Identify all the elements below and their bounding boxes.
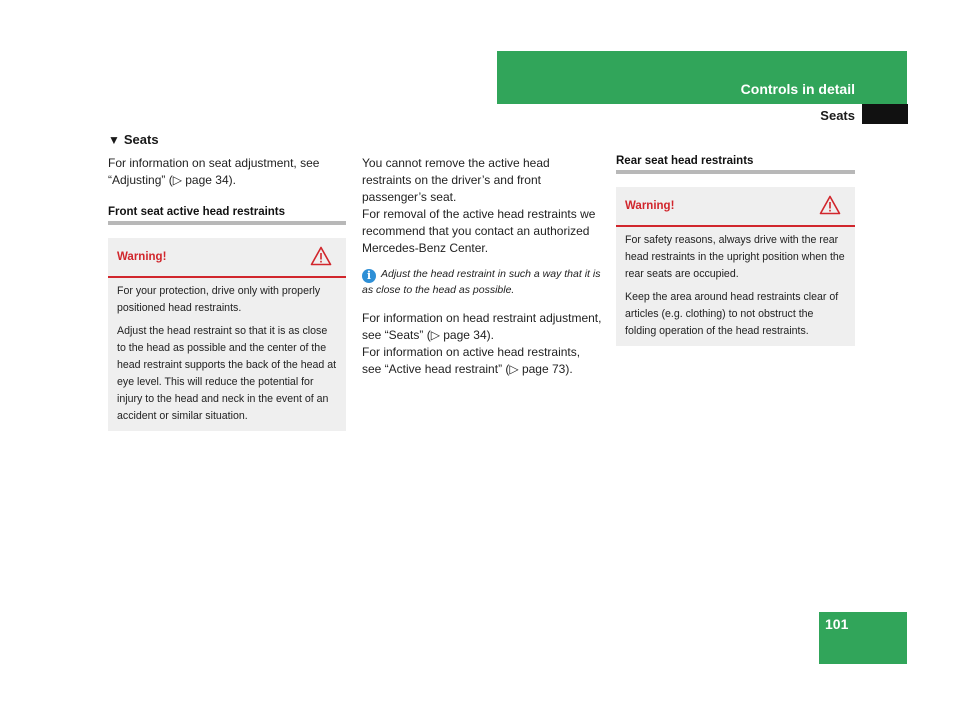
front-head-restraints-subheading: Front seat active head restraints bbox=[108, 206, 286, 218]
active-restraint-reference-paragraph: For information on active head restraints, see “Active head restraint” (▷ page 73). bbox=[362, 345, 581, 376]
subheading-rule bbox=[108, 221, 346, 225]
warning-header bbox=[616, 187, 855, 227]
warning-paragraph: For safety reasons, always drive with the rear head restraints in the upright position when the rear seats are occupied. bbox=[625, 234, 845, 280]
info-note-text: Adjust the head restraint in such a way that it is as close to the head as possible. bbox=[362, 268, 601, 296]
chapter-header-band bbox=[497, 51, 907, 104]
adjustment-reference-paragraph: For information on head restraint adjustment, see “Seats” (▷ page 34). bbox=[362, 311, 602, 342]
warning-triangle-icon bbox=[819, 195, 841, 215]
column-2 bbox=[362, 155, 602, 378]
column-1 bbox=[108, 155, 346, 431]
intro-paragraph: For information on seat adjustment, see “Adjusting” (▷ page 34). bbox=[108, 156, 320, 187]
warning-label: Warning! bbox=[117, 251, 167, 263]
section-heading bbox=[108, 132, 159, 147]
chapter-title: Controls in detail bbox=[740, 81, 855, 97]
section-heading-text: Seats bbox=[123, 132, 159, 147]
warning-header bbox=[108, 238, 346, 278]
warning-body bbox=[616, 227, 855, 346]
warning-box-rear bbox=[616, 187, 855, 346]
rear-head-restraints-subheading: Rear seat head restraints bbox=[616, 155, 754, 167]
section-label: Seats bbox=[820, 108, 855, 123]
warning-triangle-icon bbox=[310, 246, 332, 266]
column-3 bbox=[616, 155, 855, 346]
warning-paragraph: For your protection, drive only with properly positioned head restraints. bbox=[117, 285, 321, 314]
warning-label: Warning! bbox=[625, 200, 675, 212]
warning-box-front bbox=[108, 238, 346, 431]
triangle-down-icon: ▼ bbox=[108, 133, 120, 147]
warning-paragraph: Keep the area around head restraints clear of articles (e.g. clothing) to not obstruct the folding operation of the head restraints. bbox=[625, 291, 839, 337]
removal-paragraph: You cannot remove the active head restraints on the driver’s and front passenger’s seat. bbox=[362, 156, 550, 204]
warning-body bbox=[108, 278, 346, 431]
warning-paragraph: Adjust the head restraint so that it is as close to the head as possible and the center of the head restraint supports the back of the head at eye level. This will reduce the potential for injury to the head and neck in the event of an accident or similar situation. bbox=[117, 325, 337, 422]
info-icon: i bbox=[362, 269, 376, 283]
contact-paragraph: For removal of the active head restraints we recommend that you contact an authorized Mercedes-Benz Center. bbox=[362, 207, 596, 255]
page-number-box bbox=[819, 612, 907, 664]
page-number: 101 bbox=[825, 616, 849, 632]
subheading-rule bbox=[616, 170, 855, 174]
info-note bbox=[362, 267, 602, 298]
section-tab-marker bbox=[862, 104, 908, 124]
